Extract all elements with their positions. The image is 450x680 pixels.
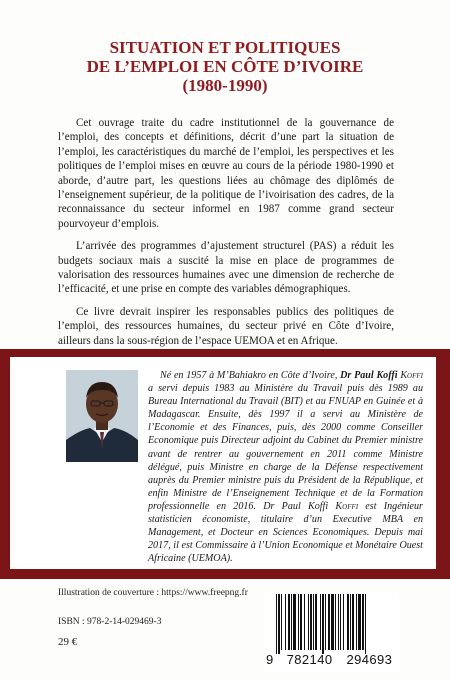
- barcode: [266, 592, 398, 672]
- barcode-bar: [340, 594, 341, 650]
- barcode-lead-digit: 9: [266, 652, 274, 667]
- barcode-bar: [356, 594, 357, 650]
- summary-paragraph-2: L’arrivée des programmes d’ajustement structurel (PAS) a réduit les budgets sociaux mais a suscité la mise en place de programmes de valorisation des ressources humaines avec une dimension de recherche de l’efficacité, et une prise en compte des variables démographiques.: [58, 240, 394, 296]
- author-surname-2: Koffi: [335, 500, 359, 512]
- summary-paragraph-3: Ce livre devrait inspirer les responsables publics des politiques de l’emploi, des ressources humaines, du secteur privé en Côte d’Ivoire, ailleurs dans la sous-région de l’espace UEMOA et en Afrique.: [58, 305, 394, 347]
- author-surname-1: Koffi: [400, 370, 423, 381]
- barcode-bar: [338, 594, 339, 650]
- barcode-bar: [365, 594, 366, 654]
- barcode-digits: [266, 652, 398, 667]
- barcode-bar: [325, 594, 326, 650]
- barcode-bar: [358, 594, 361, 650]
- bio-intro: Né en 1957 à M’Bahiakro en Côte d’Ivoire,: [160, 370, 341, 381]
- author-photo: [66, 370, 138, 462]
- barcode-bar: [285, 594, 286, 650]
- barcode-bar: [331, 594, 334, 650]
- barcode-bar: [328, 594, 330, 650]
- barcode-bar: [300, 594, 302, 650]
- barcode-bar: [281, 594, 282, 650]
- book-title: [0, 38, 450, 95]
- author-biography: [148, 369, 423, 565]
- title-line-1: SITUATION ET POLITIQUES: [109, 38, 341, 57]
- author-name-1: Dr Paul Koffi: [340, 370, 398, 381]
- barcode-bar: [276, 594, 277, 654]
- barcode-bar: [288, 594, 290, 650]
- barcode-bar: [350, 594, 351, 650]
- summary-paragraph-1: Cet ouvrage traite du cadre institutionnel de la gouvernance de l’emploi, des concepts et définitions, décrit d’une part la situation de l’emploi, les caractéristiques du marché de l’emploi, les perspectives et les politiques de l’emploi mises en œuvre au cours de la période 1980-1990 et aborde, d’autre part, les questions liées au chômage des diplômés de l’enseignement supérieur, de la politique de l’ivoirisation des cadres, de la reconnaissance du secteur informel en 1987 comme grand secteur pourvoyeur d’emplois.: [58, 117, 394, 230]
- author-band: [0, 349, 450, 579]
- barcode-bar: [347, 594, 349, 650]
- book-summary: [58, 116, 394, 356]
- barcode-bars-icon: [266, 592, 398, 654]
- bio-text-2: est Ingénieur statisticien économiste, titulaire d’un Executive MBA en Management, et Docteur en Sciences Economiques. Depuis mai 2017, il est Commissaire à l’Union Economique et Monétaire Ouest Africaine (UEMOA).: [148, 500, 423, 565]
- barcode-bar: [293, 594, 296, 650]
- barcode-bar: [308, 594, 309, 650]
- barcode-bar: [343, 594, 344, 650]
- author-name-2: Dr Paul Koffi: [263, 500, 329, 512]
- author-panel: [10, 357, 436, 569]
- author-portrait-icon: [66, 370, 138, 462]
- isbn-number: ISBN : 978-2-14-029469-3: [58, 617, 162, 627]
- title-line-3: (1980-1990): [182, 76, 268, 95]
- barcode-bar: [298, 594, 299, 650]
- cover-illustration-credit: Illustration de couverture : https://www.freepng.fr: [58, 588, 248, 598]
- barcode-bar: [310, 594, 312, 650]
- title-line-2: DE L’EMPLOI EN CÔTE D’IVOIRE: [86, 57, 364, 76]
- barcode-bar: [291, 594, 292, 650]
- barcode-bar: [304, 594, 305, 650]
- barcode-bar: [278, 594, 280, 654]
- barcode-group-2: 294693: [346, 652, 393, 667]
- barcode-bar: [362, 594, 364, 650]
- barcode-bar: [313, 594, 314, 650]
- barcode-bar: [320, 594, 321, 650]
- barcode-bar: [322, 594, 324, 654]
- barcode-bar: [335, 594, 336, 650]
- bio-text-1: a servi depuis 1983 au Ministère du Travail puis dès 1989 au Bureau International du Travail (BIT) et au FNUAP en Guinée et à Madagascar. Ensuite, dès 1997 il a servi au Ministère de l’Economie et des Finances, puis, dès 2000 comme Conseiller Economique puis Directeur adjoint du Cabinet du Premier ministre avant de rentrer au gouvernement en 2011 comme Ministre délégué, puis Ministre en charge de la Défense respectivement auprès du Premier ministre puis du Président de la République, et enfin Ministre de l’Enseignement Technique et de la Formation professionnelle en 2016.: [148, 383, 423, 512]
- book-price: 29 €: [58, 636, 78, 648]
- barcode-bar: [352, 594, 354, 650]
- barcode-group-1: 782140: [286, 652, 333, 667]
- barcode-bar: [315, 594, 317, 650]
